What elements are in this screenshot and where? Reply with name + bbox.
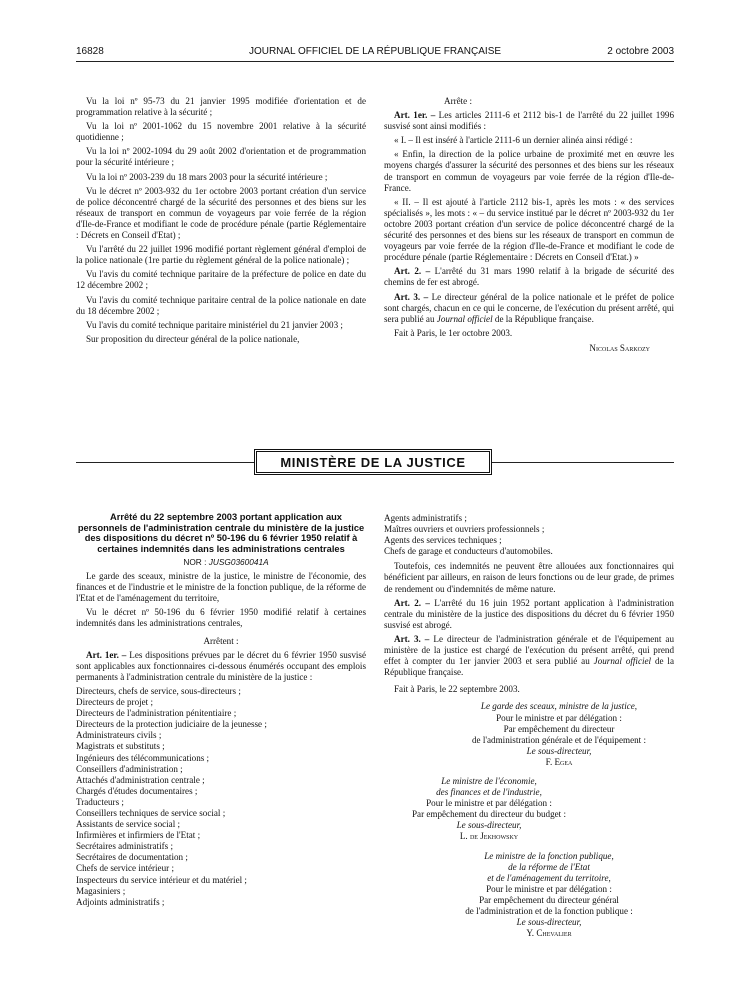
signatory-name: F. Egea [545, 756, 573, 767]
arretent-heading: Arrêtent : [203, 635, 239, 646]
visa: Vu l'arrêté du 22 juillet 1996 modifié portant règlement général d'emploi de la police nationale (1re partie du règlement général de la police nationale) ; [76, 244, 366, 266]
personnel-list-continued [384, 513, 674, 557]
list-item: Conseillers d'administration ; [76, 763, 183, 774]
list-item: Administrateurs civils ; [76, 730, 162, 741]
visa: Vu l'avis du comité technique paritaire central de la police nationale en date du 18 décembre 2002 ; [76, 294, 366, 316]
proposition: Sur proposition du directeur général de la police nationale, [86, 333, 300, 344]
list-item: Secrétaires administratifs ; [76, 841, 173, 852]
signature-block-fonction-publique: Le ministre de la fonction publique, de la réforme de l'Etat et de l'aménagement du territoire, Pour le ministre et par délégation : Par empêchement du directeur général de l'administration et de la fonction publique : Le sous-directeur, Y. Chevalier [384, 851, 674, 940]
article-1: Art. 1er. – Les dispositions prévues par le décret du 6 février 1950 susvisé sont applicables aux fonctionnaires ci-dessous énumérés occupant des emplois permanents à l'administration centrale du ministère de la justice : [76, 649, 366, 682]
article-label: Art. 3. – [394, 633, 430, 644]
list-item: Agents des services techniques ; [384, 535, 502, 546]
list-item: Magistrats et substituts ; [76, 741, 165, 752]
visa: Vu le décret nº 2003-932 du 1er octobre 2003 portant création d'un service de police déconcentré chargé de la sécurité des personnes et des biens sur les réseaux de transport en commun de voyageurs par voie ferrée de la région d'Ile-de-France et modifiant le code de procédure pénale (partie Réglementaire : Décrets en Conseil d'Etat) ; [76, 185, 366, 241]
ministry-rule-right [492, 462, 674, 463]
list-item: Chefs de service intérieur ; [76, 863, 174, 874]
list-item: Directeurs de projet ; [76, 697, 154, 708]
fait-a: Fait à Paris, le 22 septembre 2003. [394, 684, 520, 695]
bottom-left-column [76, 512, 366, 912]
list-item: Inspecteurs du service intérieur et du matériel ; [76, 874, 247, 885]
article-label: Art. 1er. – [394, 110, 436, 121]
article-1: Art. 1er. – Les articles 2111-6 et 2112 bis-1 de l'arrêté du 22 juillet 1996 susvisé sont ainsi modifiés : [384, 110, 674, 132]
signatory-name: Y. Chevalier [526, 928, 572, 939]
visa: Vu la loi nº 2003-239 du 18 mars 2003 pour la sécurité intérieure ; [86, 171, 328, 182]
visa: Vu l'avis du comité technique paritaire ministériel du 21 janvier 2003 ; [86, 319, 343, 330]
list-item: Traducteurs ; [76, 796, 124, 807]
intro-paragraph: Le garde des sceaux, ministre de la justice, le ministre de l'économie, des finances et de l'industrie et le ministre de la fonction publique, de la réforme de l'Etat et de l'aménagement du territoire, [76, 571, 366, 604]
article-label: Art. 1er. – [86, 649, 127, 660]
signature-block-justice: Le garde des sceaux, ministre de la justice, Pour le ministre et par délégation : Par empêchement du directeur de l'administration générale et de l'équipement : Le sous-directeur, F. Egea [384, 701, 674, 768]
list-item: Directeurs de l'administration pénitentiaire ; [76, 708, 237, 719]
top-right-column [384, 96, 674, 357]
article-label: Art. 2. – [394, 266, 431, 277]
article-2: Art. 2. – L'arrêté du 16 juin 1952 portant application à l'administration centrale du ministère de la justice des dispositions du décret du 6 février 1950 susvisé est abrogé. [384, 597, 674, 630]
list-item: Adjoints administratifs ; [76, 896, 165, 907]
header-rule [76, 61, 674, 62]
article-3: Art. 3. – Le directeur général de la police nationale et le préfet de police sont chargés, chacun en ce qui le concerne, de l'exécution du présent arrêté, qui sera publié au Journal officiel de la République française. [384, 291, 674, 324]
list-item: Assistants de service social ; [76, 819, 181, 830]
fait-a: Fait à Paris, le 1er octobre 2003. [394, 327, 513, 338]
page-header [76, 46, 674, 62]
visa: Vu le décret nº 50-196 du 6 février 1950 modifié relatif à certaines indemnités dans les administrations centrales, [76, 607, 366, 629]
arrete-heading: Arrête : [444, 96, 473, 106]
list-item: Chefs de garage et conducteurs d'automobiles. [384, 546, 553, 557]
article-label: Art. 3. – [394, 291, 429, 302]
list-item: Directeurs, chefs de service, sous-directeurs ; [76, 685, 241, 696]
arrete-title: Arrêté du 22 septembre 2003 portant application aux personnels de l'administration centrale du ministère de la justice des dispositions du décret nº 50-196 du 6 février 1950 relatif à certaines indemnités dans les administrations centrales [77, 512, 365, 554]
ministry-heading: MINISTÈRE DE LA JUSTICE [254, 449, 492, 475]
signature-name: Nicolas Sarkozy [589, 342, 650, 353]
quote-text: « Enfin, la direction de la police urbaine de proximité met en œuvre les moyens chargés d'assurer la sécurité des personnes et des biens sur les réseaux de transport en commun de voyageurs par voie ferrée de la région d'Ile-de-France. [384, 149, 674, 193]
list-item: Magasiniers ; [76, 885, 126, 896]
signature-block-economie: Le ministre de l'économie, des finances et de l'industrie, Pour le ministre et par délégation : Par empêchement du directeur du budget : Le sous-directeur, L. de Jekhowsky [384, 776, 674, 843]
top-left-column [76, 96, 366, 348]
list-item: Maîtres ouvriers et ouvriers professionnels ; [384, 524, 545, 535]
visa: Vu la loi nº 2001-1062 du 15 novembre 2001 relative à la sécurité quotidienne ; [76, 121, 366, 143]
list-item: Attachés d'administration centrale ; [76, 774, 205, 785]
visa: Vu la loi nº 95-73 du 21 janvier 1995 modifiée d'orientation et de programmation relative à la sécurité ; [76, 96, 366, 118]
quote-intro: « I. – Il est inséré à l'article 2111-6 un dernier alinéa ainsi rédigé : [394, 135, 633, 146]
list-item: Agents administratifs ; [384, 513, 467, 523]
journal-title: JOURNAL OFFICIEL DE LA RÉPUBLIQUE FRANÇAISE [248, 46, 502, 57]
quote-text: « II. – Il est ajouté à l'article 2112 bis-1, après les mots : « des services spécialisés », les mots : « – du service institué par le décret nº 2003-932 du 1er octobre 2003 portant création d'un service de police déconcentré chargé de la sécurité des personnes et des biens sur les réseaux de transport en commun de voyageurs par voie ferrée de la région d'Ile-de-France et modifiant le code de procédure pénale (partie Réglementaire : Décrets en Conseil d'Etat.) » [384, 196, 674, 263]
ministry-rule-left [76, 462, 254, 463]
visa: Vu la loi nº 2002-1094 du 29 août 2002 d'orientation et de programmation pour la sécurité intérieure ; [76, 146, 366, 168]
toutefois-paragraph: Toutefois, ces indemnités ne peuvent être allouées aux fonctionnaires qui bénéficient par ailleurs, en raison de leurs fonctions ou de leur grade, de primes de rendement ou d'indemnités de même nature. [384, 561, 674, 594]
article-2: Art. 2. – L'arrêté du 31 mars 1990 relatif à la brigade de sécurité des chemins de fer est abrogé. [384, 266, 674, 288]
list-item: Ingénieurs des télécommunications ; [76, 752, 210, 763]
issue-date: 2 octobre 2003 [607, 46, 674, 57]
visa: Vu l'avis du comité technique paritaire de la préfecture de police en date du 12 décembre 2002 ; [76, 269, 366, 291]
list-item: Infirmières et infirmiers de l'Etat ; [76, 830, 201, 841]
article-3: Art. 3. – Le directeur de l'administration générale et de l'équipement au ministère de la justice est chargé de l'exécution du présent arrêté, qui prend effet à compter du 1er janvier 2003 et sera publié au Journal officiel de la République française. [384, 633, 675, 678]
nor-reference: NOR : JUSG0360041A [183, 557, 269, 567]
list-item: Conseillers techniques de service social ; [76, 807, 226, 818]
list-item: Directeurs de la protection judiciaire de la jeunesse ; [76, 719, 267, 730]
bottom-right-column [384, 513, 674, 939]
signatory-name: L. de Jekhowsky [459, 831, 519, 842]
list-item: Secrétaires de documentation ; [76, 852, 188, 863]
page-number: 16828 [76, 46, 104, 57]
article-label: Art. 2. – [394, 597, 430, 608]
personnel-list [76, 686, 366, 908]
list-item: Chargés d'études documentaires ; [76, 785, 198, 796]
